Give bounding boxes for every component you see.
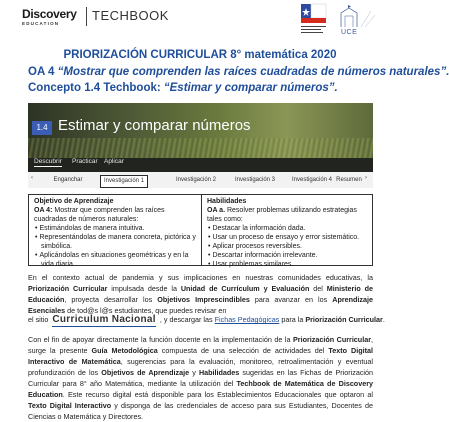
discovery-sub-text: EDUCATION	[22, 21, 60, 26]
skills-oa	[207, 206, 367, 224]
nav-descubrir[interactable]: Descubrir	[34, 158, 62, 165]
objectives-table	[28, 194, 373, 266]
tab-enganchar[interactable]: Enganchar	[53, 177, 83, 183]
bold-run: Techbook de Matemática de Discovery Education	[28, 379, 373, 399]
oa-quote: “Mostrar que comprenden las raíces cuadradas de números naturales”.	[57, 66, 449, 78]
bold-run: Priorización Curricular	[28, 284, 108, 293]
tabs-prev-icon[interactable]: ‹	[31, 175, 33, 181]
bold-run: Guía Metodológica	[91, 346, 158, 355]
bold-run: Objetivos de Aprendizaje	[101, 368, 190, 377]
skills-column	[202, 195, 372, 268]
fichas-pedagogicas-link[interactable]: Fichas Pedagógicas	[214, 315, 280, 324]
text-run: de tod@s l@s estudiantes, que puedes revisar en	[65, 306, 227, 315]
text-run: del	[309, 284, 327, 293]
objective-oa-label: OA 4:	[34, 207, 53, 214]
discovery-education-logo	[22, 8, 84, 26]
text-run: , y descargar las	[159, 315, 215, 324]
objective-oa	[34, 206, 196, 224]
text-run: . Este recurso digital está disponible para los Establecimientos Educacionales que optaron al	[62, 390, 373, 399]
concept-badge: 1.4	[32, 121, 52, 135]
objective-title: Objetivo de Aprendizaje	[34, 198, 114, 205]
text-run: impulsada desde la	[107, 284, 181, 293]
objective-item: • Aplicándolas en situaciones geométricas y en la vida diaria.	[34, 251, 196, 269]
techbook-nav	[28, 158, 373, 170]
tab-investigacion-2[interactable]: Investigación 2	[175, 177, 217, 183]
paragraph-context	[28, 272, 373, 316]
sitio-line	[28, 314, 385, 327]
techbook-screenshot	[28, 103, 373, 188]
nav-practicar[interactable]: Practicar	[72, 158, 98, 165]
concepto-prefix: Concepto 1.4 Techbook:	[28, 82, 164, 94]
logo-divider	[86, 7, 87, 26]
techbook-logo: TECHBOOK	[92, 8, 169, 23]
tab-investigacion-1[interactable]: Investigación 1	[100, 175, 148, 188]
government-logo-icon	[301, 4, 326, 39]
tab-investigacion-4[interactable]: Investigación 4	[291, 177, 333, 183]
concepto-quote: “Estimar y comparar números”.	[163, 82, 338, 94]
skill-item: • Aplicar procesos reversibles.	[207, 242, 367, 251]
bold-run: Priorización Curricular	[305, 315, 383, 324]
bold-run: Habilidades	[198, 368, 240, 377]
skill-item: • Descartar información irrelevante.	[207, 251, 367, 260]
tab-resumen[interactable]: Resumen	[336, 177, 362, 183]
curriculum-nacional-link[interactable]: Curriculum Nacional	[52, 314, 156, 325]
skill-item: • Usar un proceso de ensayo y error sistemático.	[207, 233, 367, 242]
bold-run: Ministerio de Educación	[28, 284, 373, 304]
tab-investigacion-3[interactable]: Investigación 3	[234, 177, 276, 183]
text-run: sugeridas en las Fichas de Priorización Curricular para 8° año Matemática, mediante la utilización del	[28, 368, 374, 388]
discovery-brand-text: Discovery	[22, 7, 77, 21]
skills-oa-label: OA a.	[207, 207, 226, 214]
text-run: para avanzar en los	[249, 295, 333, 304]
techbook-banner	[28, 103, 373, 158]
nav-aplicar[interactable]: Aplicar	[104, 158, 124, 165]
text-run: para la	[279, 315, 306, 324]
objective-item: • Representándolas de manera concreta, pictórica y simbólica.	[34, 233, 196, 251]
bold-run: Texto Digital Interactivo de Matemática	[28, 346, 373, 366]
objective-item: • Estimándolas de manera intuitiva.	[34, 224, 196, 233]
uce-logo	[337, 5, 379, 41]
document-header	[0, 0, 400, 44]
text-run: , sugerencias para la evaluación, monitoreo, retroalimentación y eventual profundización de los	[28, 357, 373, 377]
uce-emblem-icon	[337, 5, 379, 29]
techbook-tabs	[28, 172, 373, 188]
bold-run: Texto Digital Interactivo	[28, 401, 112, 410]
objective-column	[29, 195, 202, 268]
text-run: , surge la presente	[28, 335, 373, 355]
text-run: el sitio	[28, 315, 49, 324]
bold-run: Objetivos Imprescindibles	[157, 295, 250, 304]
banner-grass-image	[28, 138, 373, 158]
concepto-heading	[28, 82, 338, 94]
text-run: compuesta de una selección de actividades del	[157, 346, 329, 355]
oa-heading	[28, 66, 449, 78]
bold-run: Unidad de Currículum y Evaluación	[180, 284, 310, 293]
skills-oa-text: Resolver problemas utilizando estrategias tales como:	[207, 207, 357, 223]
skill-item: • Usar problemas similares.	[207, 260, 367, 269]
text-run: En el contexto actual de pandemia y sus implicaciones en nuestras comunidades educativas, la	[28, 273, 373, 282]
text-run: Con el fin de apoyar directamente la función docente en la implementación de la	[28, 335, 293, 344]
concept-heading: Estimar y comparar números	[58, 117, 251, 134]
text-run: y	[189, 368, 199, 377]
tabs-next-icon[interactable]: ›	[365, 175, 367, 181]
oa-prefix: OA 4	[28, 66, 58, 78]
text-run: .	[382, 315, 385, 324]
objective-oa-text: Mostrar que comprenden las raíces cuadradas de números naturales:	[34, 207, 165, 223]
skill-item: • Destacar la información dada.	[207, 224, 367, 233]
paragraph-guide	[28, 334, 373, 422]
bold-run: Aprendizaje Esenciales	[28, 295, 373, 315]
text-run: y disponga de las credenciales de acceso para sus Estudiantes, Docentes de Ciencias o Matemática y Directores.	[28, 401, 373, 421]
bold-run: Priorización Curricular	[292, 335, 371, 344]
skills-title: Habilidades	[207, 198, 247, 205]
uce-text: UCE	[341, 29, 358, 36]
page-title: PRIORIZACIÓN CURRICULAR 8° matemática 2020	[63, 49, 337, 61]
text-run: , proyecta desarrollar los	[64, 295, 158, 304]
